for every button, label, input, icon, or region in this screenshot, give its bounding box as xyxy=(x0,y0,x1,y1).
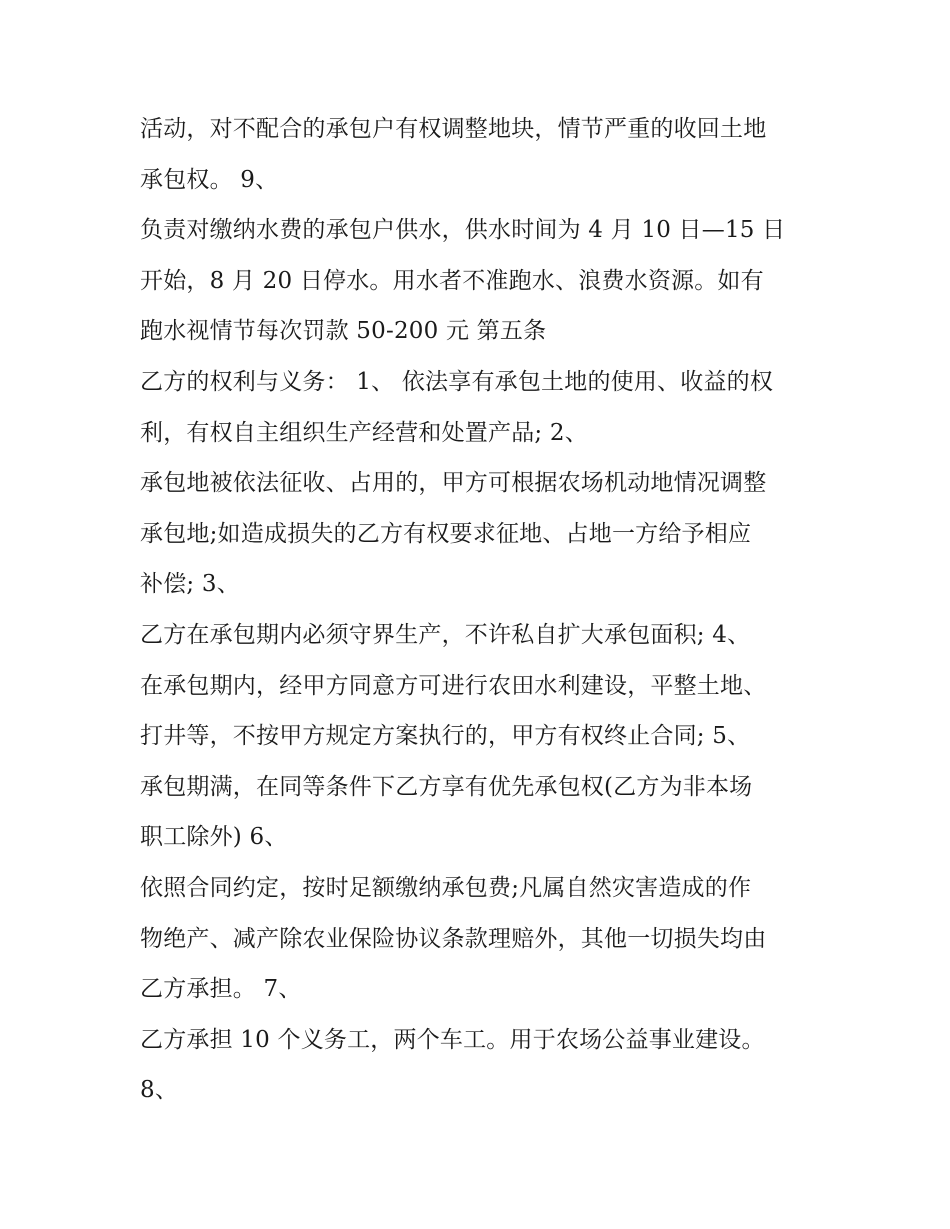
text-line: 开始，8 月 20 日停水。用水者不准跑水、浪费水资源。如有 xyxy=(140,267,764,294)
document-body xyxy=(140,104,830,1116)
text-line: 职工除外) 6、 xyxy=(140,824,288,851)
text-line: 乙方在承包期内必须守界生产，不许私自扩大承包面积; 4、 xyxy=(140,621,751,648)
text-line: 在承包期内，经甲方同意方可进行农田水利建设，平整土地、 xyxy=(140,672,767,699)
text-line: 依照合同约定，按时足额缴纳承包费;凡属自然灾害造成的作 xyxy=(140,874,752,901)
text-line: 负责对缴纳水费的承包户供水，供水时间为 4 月 10 日—15 日 xyxy=(140,217,786,244)
text-line: 活动，对不配合的承包户有权调整地块，情节严重的收回土地 xyxy=(140,116,767,142)
text-line: 承包地被依法征收、占用的，甲方可根据农场机动地情况调整 xyxy=(140,470,767,497)
text-line: 跑水视情节每次罚款 50-200 元 第五条 xyxy=(140,318,547,345)
text-line: 承包地;如造成损失的乙方有权要求征地、占地一方给予相应 xyxy=(140,520,752,547)
text-line: 乙方承担。 7、 xyxy=(140,976,302,1003)
text-line: 补偿; 3、 xyxy=(140,571,240,598)
text-line: 利，有权自主组织生产经营和处置产品; 2、 xyxy=(140,419,588,446)
text-line: 打井等，不按甲方规定方案执行的，甲方有权终止合同; 5、 xyxy=(140,723,751,750)
text-line: 承包权。 9、 xyxy=(140,166,279,193)
text-line: 承包期满，在同等条件下乙方享有优先承包权(乙方为非本场 xyxy=(140,773,753,800)
text-line: 乙方的权利与义务： 1、 依法享有承包土地的使用、收益的权 xyxy=(140,368,774,395)
text-line: 物绝产、减产除农业保险协议条款理赔外，其他一切损失均由 xyxy=(140,925,767,952)
text-line: 8、 xyxy=(140,1077,179,1104)
text-line: 乙方承担 10 个义务工，两个车工。用于农场公益事业建设。 xyxy=(140,1026,765,1053)
